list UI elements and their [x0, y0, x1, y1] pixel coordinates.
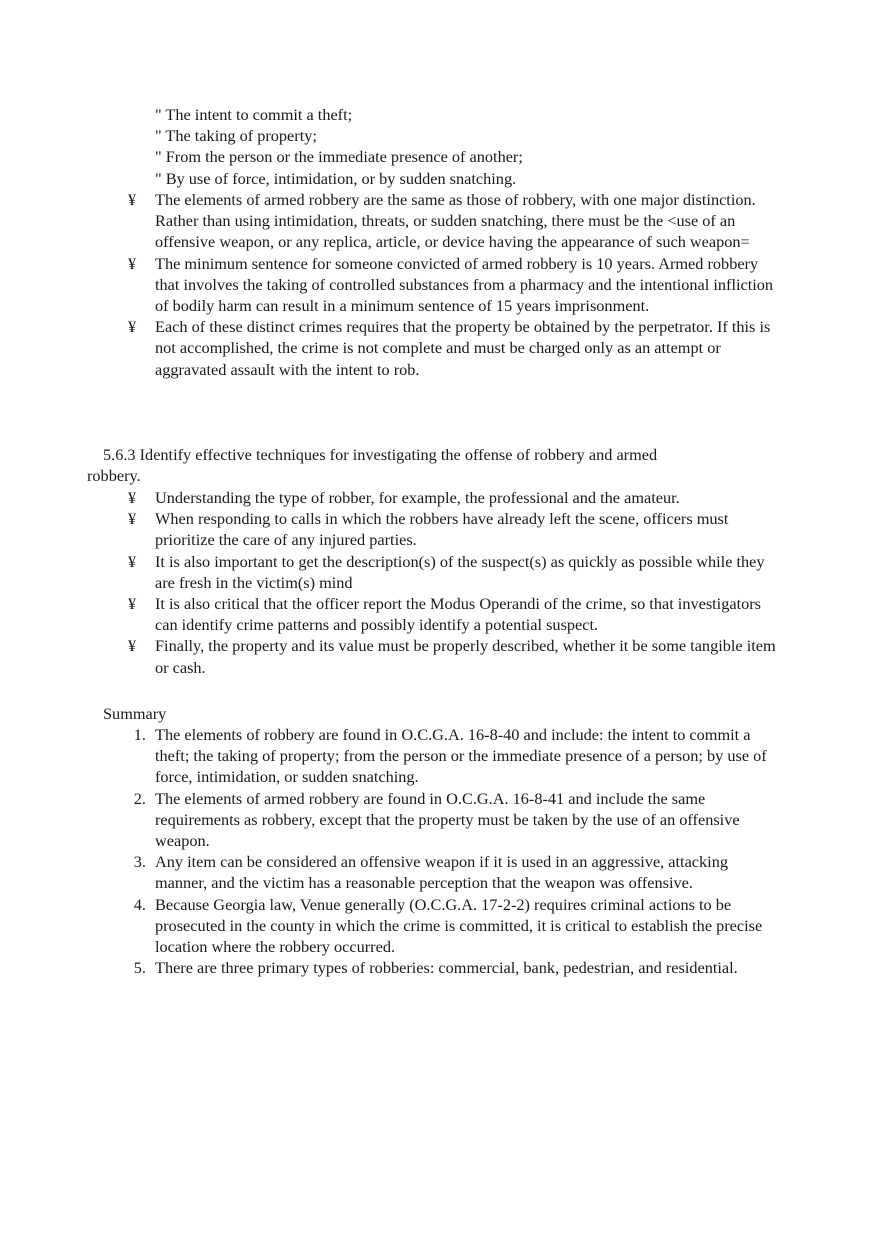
- summary-text: The elements of armed robbery are found in O.C.G.A. 16-8-41 and include the same requirements as robbery, except that the property must be taken by the use of an offensive weapon.: [155, 788, 740, 851]
- bullet-text: Understanding the type of robber, for example, the professional and the amateur.: [155, 488, 680, 507]
- list-number: 1.: [133, 725, 146, 744]
- summary-title: Summary: [103, 704, 167, 723]
- section-heading-text: [0, 444, 880, 486]
- bullet-text: Finally, the property and its value must be properly described, whether it be some tangible item or cash.: [155, 636, 776, 677]
- list-item: [0, 551, 880, 593]
- armed-robbery-bullets: [0, 189, 880, 380]
- technique-bullets: [0, 487, 880, 678]
- bullet-text: It is also critical that the officer report the Modus Operandi of the crime, so that investigators can identify crime patterns and possibly identify a potential suspect.: [155, 594, 761, 635]
- yen-bullet-icon: ¥: [128, 551, 137, 571]
- summary-section: [0, 703, 880, 724]
- yen-bullet-icon: ¥: [128, 190, 137, 209]
- summary-text: Because Georgia law, Venue generally (O.C.G.A. 17-2-2) requires criminal actions to be prosecuted in the county in which the crime is committed, it is critical to establish the precise location where the robbery occurred.: [155, 894, 763, 957]
- list-item: [0, 851, 880, 893]
- summary-list: [0, 724, 880, 978]
- yen-bullet-icon: ¥: [128, 594, 137, 614]
- list-item: [0, 957, 880, 978]
- list-item: [0, 253, 880, 317]
- list-item: [0, 724, 880, 788]
- quote-item: " By use of force, intimidation, or by sudden snatching.: [155, 168, 517, 188]
- list-number: 4.: [133, 894, 146, 914]
- summary-text: The elements of robbery are found in O.C.G.A. 16-8-40 and include: the intent to commit a theft; the taking of property; from the person or the immediate presence of a person; by use of force, intimidation, or sudden snatching.: [155, 725, 767, 787]
- list-item: [0, 788, 880, 852]
- yen-bullet-icon: ¥: [128, 317, 137, 337]
- list-item: [0, 894, 880, 958]
- list-number: 2.: [133, 788, 146, 808]
- summary-text: Any item can be considered an offensive weapon if it is used in an aggressive, attacking manner, and the victim has a reasonable perception that the weapon was offensive.: [155, 852, 728, 893]
- heading-line-2: robbery.: [87, 466, 141, 486]
- bullet-text: The minimum sentence for someone convicted of armed robbery is 10 years. Armed robbery that involves the taking of controlled substances from a pharmacy and the intentional infliction of bodily harm can result in a minimum sentence of 15 years imprisonment.: [155, 253, 774, 316]
- list-number: 5.: [133, 958, 146, 978]
- list-item: [0, 593, 880, 635]
- list-item: [0, 189, 880, 253]
- summary-text: There are three primary types of robberies: commercial, bank, pedestrian, and residential.: [155, 958, 738, 978]
- section-heading: [0, 444, 880, 486]
- yen-bullet-icon: ¥: [128, 636, 137, 656]
- bullet-text: Each of these distinct crimes requires that the property be obtained by the perpetrator. If this is not accomplished, the crime is not complete and must be charged only as an attempt or aggravated assault with the intent to rob.: [155, 317, 771, 379]
- list-number: 3.: [133, 852, 146, 872]
- yen-bullet-icon: ¥: [128, 253, 137, 273]
- quote-item: " The intent to commit a theft;: [155, 105, 353, 124]
- bullet-text: It is also important to get the description(s) of the suspect(s) as quickly as possible while they are fresh in the victim(s) mind: [155, 551, 765, 592]
- quote-item: " From the person or the immediate presence of another;: [155, 147, 523, 167]
- bullet-text: The elements of armed robbery are the same as those of robbery, with one major distinction. Rather than using intimidation, threats, or sudden snatching, there must be the <use of an offensive weapon, or any replica, article, or device having the appearance of such weapon=: [155, 190, 756, 252]
- quote-item: " The taking of property;: [155, 126, 317, 146]
- robbery-elements-list: [0, 104, 880, 189]
- bullet-text: When responding to calls in which the robbers have already left the scene, officers must prioritize the care of any injured parties.: [155, 509, 729, 550]
- yen-bullet-icon: ¥: [128, 488, 137, 507]
- list-item: [0, 487, 880, 508]
- list-item: [0, 635, 880, 677]
- list-item: [0, 316, 880, 380]
- heading-line-1: 5.6.3 Identify effective techniques for investigating the offense of robbery and armed: [103, 445, 658, 464]
- yen-bullet-icon: ¥: [128, 509, 137, 529]
- list-item: [0, 508, 880, 550]
